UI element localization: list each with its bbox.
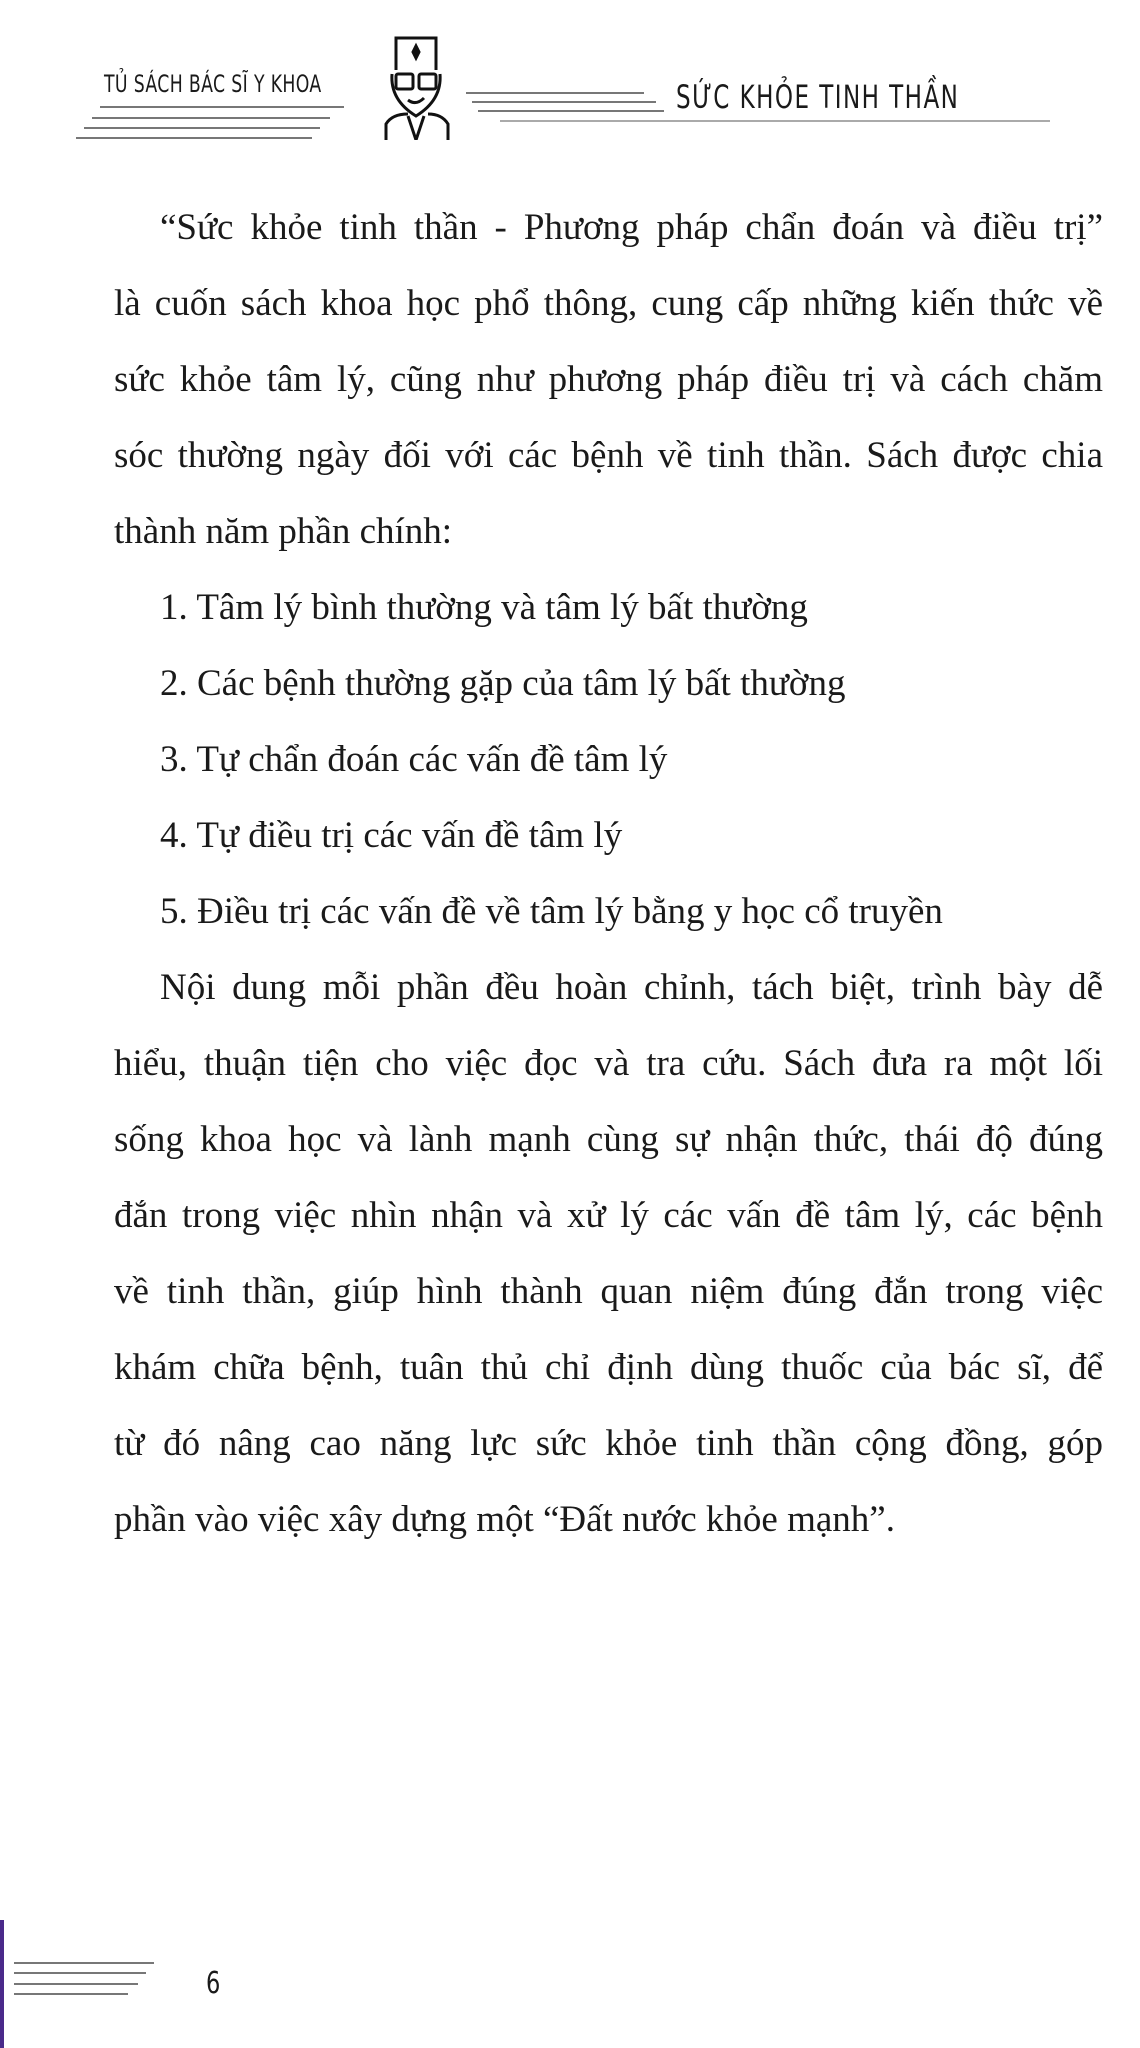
footer-rule bbox=[14, 1983, 138, 1985]
paragraph-line: phần vào việc xây dựng một “Đất nước khỏe mạnh”. bbox=[114, 1499, 895, 1540]
header-rule bbox=[500, 120, 1050, 122]
paragraph-line: đắn trong việc nhìn nhận và xử lý các vấn đề tâm lý, các bệnh bbox=[114, 1195, 1103, 1236]
page-number: 6 bbox=[206, 1966, 221, 2001]
closing-paragraph bbox=[114, 950, 1103, 1558]
paragraph-line: sống khoa học và lành mạnh cùng sự nhận thức, thái độ đúng bbox=[114, 1119, 1103, 1160]
paragraph-line: “Sức khỏe tinh thần - Phương pháp chẩn đoán và điều trị” bbox=[160, 207, 1103, 248]
footer-rule bbox=[14, 1993, 128, 1995]
header-rule bbox=[84, 127, 320, 129]
parts-list bbox=[114, 570, 1103, 950]
paragraph-line: là cuốn sách khoa học phổ thông, cung cấp những kiến thức về bbox=[114, 283, 1103, 324]
paragraph-line: từ đó nâng cao năng lực sức khỏe tinh thần cộng đồng, góp bbox=[114, 1423, 1103, 1464]
paragraph-line: hiểu, thuận tiện cho việc đọc và tra cứu. Sách đưa ra một lối bbox=[114, 1043, 1103, 1084]
list-item: 1. Tâm lý bình thường và tâm lý bất thường bbox=[160, 587, 808, 628]
header-rule bbox=[100, 106, 344, 108]
series-title: TỦ SÁCH BÁC SĨ Y KHOA bbox=[104, 70, 322, 98]
paragraph-line: sức khỏe tâm lý, cũng như phương pháp điều trị và cách chăm bbox=[114, 359, 1103, 400]
header-rule bbox=[472, 101, 656, 103]
paragraph-line: Nội dung mỗi phần đều hoàn chỉnh, tách biệt, trình bày dễ bbox=[160, 967, 1103, 1008]
intro-paragraph bbox=[114, 190, 1103, 570]
list-item: 5. Điều trị các vấn đề về tâm lý bằng y học cổ truyền bbox=[160, 891, 943, 932]
paragraph-line: khám chữa bệnh, tuân thủ chỉ định dùng thuốc của bác sĩ, để bbox=[114, 1347, 1103, 1388]
footer-rule bbox=[14, 1962, 154, 1964]
header-rule bbox=[478, 110, 664, 112]
paragraph-line: sóc thường ngày đối với các bệnh về tinh thần. Sách được chia bbox=[114, 435, 1103, 476]
paragraph-line: về tinh thần, giúp hình thành quan niệm đúng đắn trong việc bbox=[114, 1271, 1103, 1312]
page-body bbox=[114, 190, 1103, 1558]
page-edge bbox=[0, 1920, 4, 2048]
list-item: 4. Tự điều trị các vấn đề tâm lý bbox=[160, 815, 623, 856]
header-rule bbox=[466, 92, 644, 94]
paragraph-line: thành năm phần chính: bbox=[114, 511, 453, 552]
header-rule bbox=[76, 137, 312, 139]
footer-rule bbox=[14, 1972, 146, 1974]
list-item: 3. Tự chẩn đoán các vấn đề tâm lý bbox=[160, 739, 668, 780]
doctor-icon bbox=[378, 30, 458, 140]
list-item: 2. Các bệnh thường gặp của tâm lý bất thường bbox=[160, 663, 846, 704]
book-title: SỨC KHỎE TINH THẦN bbox=[676, 78, 960, 116]
header-rule bbox=[92, 117, 330, 119]
